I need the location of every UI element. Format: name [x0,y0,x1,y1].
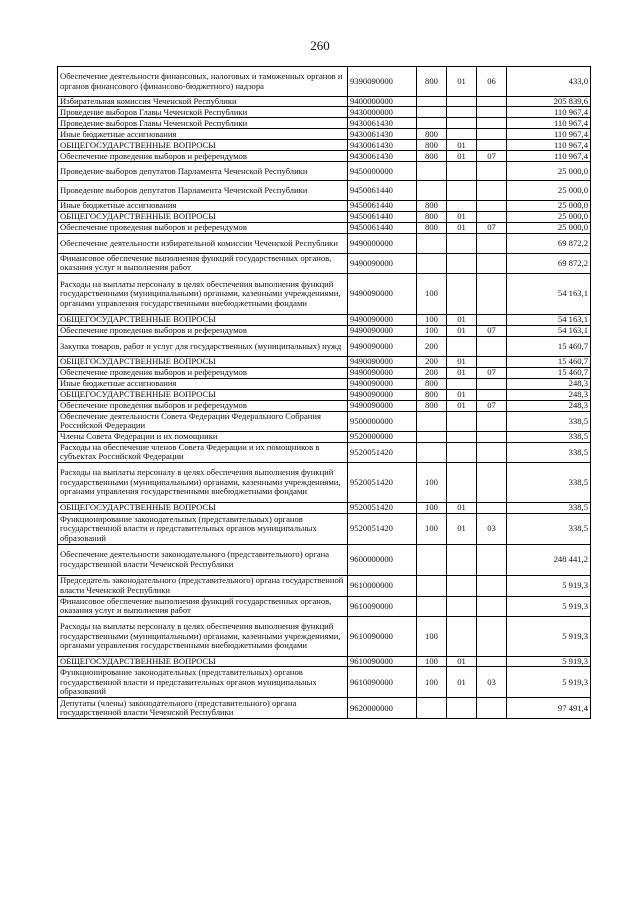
name-cell: Обеспечение деятельности избирательной комиссии Чеченской Республики [58,233,348,253]
subsection-cell [477,129,507,140]
name-cell: Проведение выборов Главы Чеченской Республики [58,107,348,118]
name-cell: Проведение выборов депутатов Парламента Чеченской Республики [58,162,348,181]
section-cell [447,181,477,201]
table-row [58,325,591,336]
section-cell: 01 [447,222,477,233]
code-cell: 9430061430 [348,118,417,129]
section-cell [447,97,477,107]
code-cell: 9490090000 [348,367,417,378]
code-cell: 9430061430 [348,129,417,140]
section-cell [447,411,477,431]
type-cell [417,253,447,273]
subsection-cell: 07 [477,400,507,411]
name-cell: Расходы на выплаты персоналу в целях обеспечения выполнения функций государственными (муниципальными) органами, казенными учреждениями, органами управления государственными внебюджетными фондами [58,462,348,502]
subsection-cell [477,107,507,118]
section-cell [447,273,477,314]
subsection-cell [477,181,507,201]
subsection-cell [477,378,507,389]
amount-cell: 110 967,4 [507,107,591,118]
type-cell: 100 [417,667,447,698]
amount-cell: 248,3 [507,378,591,389]
name-cell: Иные бюджетные ассигнования [58,378,348,389]
amount-cell: 25 000,0 [507,181,591,201]
name-cell: Председатель законодательного (представительного) органа государственной власти Чеченской Республики [58,575,348,596]
table-row [58,222,591,233]
section-cell [447,575,477,596]
section-cell: 01 [447,400,477,411]
amount-cell: 25 000,0 [507,222,591,233]
code-cell: 9610090000 [348,616,417,656]
amount-cell: 25 000,0 [507,201,591,211]
table-row [58,211,591,222]
code-cell: 9520051420 [348,513,417,544]
subsection-cell: 06 [477,67,507,97]
code-cell: 9490090000 [348,378,417,389]
name-cell: ОБЩЕГОСУДАРСТВЕННЫЕ ВОПРОСЫ [58,389,348,400]
amount-cell: 338,5 [507,431,591,442]
table-row [58,616,591,656]
code-cell: 9430061430 [348,151,417,162]
subsection-cell [477,201,507,211]
amount-cell: 338,5 [507,442,591,462]
section-cell [447,162,477,181]
type-cell [417,107,447,118]
section-cell [447,118,477,129]
subsection-cell [477,616,507,656]
subsection-cell [477,656,507,666]
name-cell: Депутаты (члены) законодательного (представительного) органа государственной власти Чеченской Республики [58,698,348,719]
code-cell: 9520051420 [348,502,417,513]
section-cell [447,129,477,140]
code-cell: 9620000000 [348,698,417,719]
table-row [58,502,591,513]
section-cell: 01 [447,367,477,378]
amount-cell: 25 000,0 [507,162,591,181]
code-cell: 9490090000 [348,356,417,367]
subsection-cell [477,411,507,431]
type-cell [417,118,447,129]
type-cell: 800 [417,389,447,400]
type-cell [417,233,447,253]
name-cell: ОБЩЕГОСУДАРСТВЕННЫЕ ВОПРОСЫ [58,314,348,325]
table-row [58,129,591,140]
table-row [58,336,591,356]
name-cell: Обеспечение деятельности Совета Федерации Федерального Собрания Российской Федерации [58,411,348,431]
code-cell: 9520051420 [348,462,417,502]
subsection-cell [477,233,507,253]
name-cell: ОБЩЕГОСУДАРСТВЕННЫЕ ВОПРОСЫ [58,211,348,222]
amount-cell: 248 441,2 [507,544,591,575]
type-cell: 100 [417,325,447,336]
type-cell: 100 [417,616,447,656]
amount-cell: 5 919,3 [507,575,591,596]
section-cell [447,698,477,719]
code-cell: 9490090000 [348,314,417,325]
code-cell: 9450061440 [348,181,417,201]
subsection-cell [477,140,507,151]
amount-cell: 110 967,4 [507,118,591,129]
amount-cell: 110 967,4 [507,129,591,140]
table-row [58,118,591,129]
type-cell: 800 [417,222,447,233]
code-cell: 9490090000 [348,400,417,411]
subsection-cell: 07 [477,325,507,336]
subsection-cell [477,253,507,273]
table-row [58,151,591,162]
amount-cell: 54 163,1 [507,325,591,336]
section-cell: 01 [447,513,477,544]
name-cell: Обеспечение проведения выборов и референдумов [58,325,348,336]
name-cell: Обеспечение деятельности законодательного (представительного) органа государственной власти Чеченской Республики [58,544,348,575]
table-row [58,233,591,253]
amount-cell: 338,5 [507,411,591,431]
table-row [58,389,591,400]
amount-cell: 5 919,3 [507,616,591,656]
table-row [58,378,591,389]
subsection-cell [477,698,507,719]
section-cell: 01 [447,389,477,400]
type-cell: 800 [417,400,447,411]
subsection-cell [477,431,507,442]
table-row [58,201,591,211]
amount-cell: 54 163,1 [507,314,591,325]
type-cell: 100 [417,273,447,314]
section-cell: 01 [447,211,477,222]
section-cell [447,378,477,389]
section-cell: 01 [447,656,477,666]
subsection-cell [477,336,507,356]
type-cell: 800 [417,378,447,389]
type-cell: 100 [417,502,447,513]
code-cell: 9490090000 [348,336,417,356]
table-row [58,107,591,118]
name-cell: Обеспечение проведения выборов и референдумов [58,367,348,378]
name-cell: ОБЩЕГОСУДАРСТВЕННЫЕ ВОПРОСЫ [58,502,348,513]
subsection-cell: 03 [477,667,507,698]
subsection-cell [477,273,507,314]
type-cell [417,411,447,431]
section-cell [447,253,477,273]
table-row [58,656,591,666]
table-row [58,273,591,314]
name-cell: Иные бюджетные ассигнования [58,129,348,140]
section-cell: 01 [447,151,477,162]
table-row [58,253,591,273]
type-cell: 800 [417,211,447,222]
name-cell: ОБЩЕГОСУДАРСТВЕННЫЕ ВОПРОСЫ [58,356,348,367]
code-cell: 9610090000 [348,667,417,698]
code-cell: 9610000000 [348,575,417,596]
section-cell [447,596,477,616]
section-cell [447,442,477,462]
type-cell [417,698,447,719]
subsection-cell [477,211,507,222]
amount-cell: 54 163,1 [507,273,591,314]
table-row [58,181,591,201]
subsection-cell [477,544,507,575]
amount-cell: 5 919,3 [507,656,591,666]
table-row [58,575,591,596]
type-cell [417,442,447,462]
name-cell: Проведение выборов депутатов Парламента Чеченской Республики [58,181,348,201]
table-row [58,544,591,575]
type-cell [417,431,447,442]
code-cell: 9500000000 [348,411,417,431]
type-cell: 800 [417,151,447,162]
type-cell: 800 [417,67,447,97]
amount-cell: 338,5 [507,502,591,513]
code-cell: 9520051420 [348,442,417,462]
section-cell [447,107,477,118]
type-cell: 800 [417,129,447,140]
subsection-cell [477,314,507,325]
name-cell: ОБЩЕГОСУДАРСТВЕННЫЕ ВОПРОСЫ [58,140,348,151]
table-row [58,513,591,544]
name-cell: Проведение выборов Главы Чеченской Республики [58,118,348,129]
budget-table-body [58,67,591,719]
name-cell: Члены Совета Федерации и их помощники [58,431,348,442]
type-cell: 200 [417,336,447,356]
table-row [58,442,591,462]
section-cell [447,233,477,253]
amount-cell: 248,3 [507,389,591,400]
table-row [58,140,591,151]
type-cell: 100 [417,513,447,544]
amount-cell: 338,5 [507,462,591,502]
amount-cell: 15 460,7 [507,356,591,367]
table-row [58,596,591,616]
name-cell: Закупка товаров, работ и услуг для государственных (муниципальных) нужд [58,336,348,356]
amount-cell: 248,3 [507,400,591,411]
subsection-cell [477,118,507,129]
code-cell: 9450061440 [348,201,417,211]
subsection-cell [477,162,507,181]
code-cell: 9490090000 [348,389,417,400]
code-cell: 9490090000 [348,325,417,336]
subsection-cell [477,356,507,367]
code-cell: 9610090000 [348,656,417,666]
subsection-cell [477,462,507,502]
name-cell: Иные бюджетные ассигнования [58,201,348,211]
name-cell: Обеспечение проведения выборов и референдумов [58,222,348,233]
code-cell: 9490090000 [348,253,417,273]
code-cell: 9490000000 [348,233,417,253]
type-cell: 100 [417,462,447,502]
section-cell [447,431,477,442]
code-cell: 9450061440 [348,222,417,233]
table-row [58,698,591,719]
subsection-cell: 07 [477,151,507,162]
amount-cell: 5 919,3 [507,596,591,616]
code-cell: 9490090000 [348,273,417,314]
section-cell: 01 [447,325,477,336]
code-cell: 9610090000 [348,596,417,616]
type-cell: 800 [417,201,447,211]
type-cell [417,97,447,107]
name-cell: Избирательная комиссия Чеченской Республики [58,97,348,107]
amount-cell: 110 967,4 [507,140,591,151]
amount-cell: 433,0 [507,67,591,97]
code-cell: 9600000000 [348,544,417,575]
name-cell: Расходы на выплаты персоналу в целях обеспечения выполнения функций государственными (муниципальными) органами, казенными учреждениями, органами управления государственными внебюджетными фондами [58,273,348,314]
table-row [58,162,591,181]
section-cell [447,616,477,656]
name-cell: Финансовое обеспечение выполнения функций государственных органов, оказания услуг и выполнения работ [58,596,348,616]
section-cell: 01 [447,502,477,513]
amount-cell: 69 872,2 [507,233,591,253]
name-cell: ОБЩЕГОСУДАРСТВЕННЫЕ ВОПРОСЫ [58,656,348,666]
section-cell: 01 [447,667,477,698]
name-cell: Расходы на выплаты персоналу в целях обеспечения выполнения функций государственными (муниципальными) органами, казенными учреждениями, органами управления государственными внебюджетными фондами [58,616,348,656]
name-cell: Финансовое обеспечение выполнения функций государственных органов, оказания услуг и выполнения работ [58,253,348,273]
type-cell: 200 [417,356,447,367]
table-row [58,367,591,378]
type-cell [417,596,447,616]
amount-cell: 15 460,7 [507,367,591,378]
page-number: 260 [310,38,330,53]
amount-cell: 25 000,0 [507,211,591,222]
section-cell: 01 [447,314,477,325]
table-row [58,411,591,431]
code-cell: 9450000000 [348,162,417,181]
budget-table [57,66,591,719]
code-cell: 9520000000 [348,431,417,442]
table-row [58,462,591,502]
section-cell [447,544,477,575]
subsection-cell [477,596,507,616]
section-cell [447,201,477,211]
type-cell [417,544,447,575]
section-cell: 01 [447,67,477,97]
subsection-cell [477,575,507,596]
name-cell: Обеспечение деятельности финансовых, налоговых и таможенных органов и органов финансового (финансово-бюджетного) надзора [58,67,348,97]
code-cell: 9390090000 [348,67,417,97]
type-cell: 100 [417,656,447,666]
type-cell: 800 [417,140,447,151]
subsection-cell: 07 [477,222,507,233]
type-cell [417,181,447,201]
subsection-cell [477,502,507,513]
amount-cell: 205 839,6 [507,97,591,107]
name-cell: Расходы на обеспечение членов Совета Федерации и их помощников в субъектах Российской Федерации [58,442,348,462]
section-cell: 01 [447,356,477,367]
table-row [58,356,591,367]
subsection-cell [477,442,507,462]
type-cell: 100 [417,314,447,325]
amount-cell: 338,5 [507,513,591,544]
subsection-cell [477,97,507,107]
amount-cell: 110 967,4 [507,151,591,162]
code-cell: 9450061440 [348,211,417,222]
section-cell [447,336,477,356]
amount-cell: 15 460,7 [507,336,591,356]
subsection-cell: 07 [477,367,507,378]
table-row [58,67,591,97]
code-cell: 9430000000 [348,107,417,118]
code-cell: 9430061430 [348,140,417,151]
name-cell: Функционирование законодательных (представительных) органов государственной власти и представительных органов муниципальных образований [58,667,348,698]
type-cell [417,162,447,181]
table-row [58,314,591,325]
subsection-cell: 03 [477,513,507,544]
section-cell: 01 [447,140,477,151]
table-row [58,667,591,698]
section-cell [447,462,477,502]
table-row [58,400,591,411]
name-cell: Обеспечение проведения выборов и референдумов [58,400,348,411]
type-cell [417,575,447,596]
amount-cell: 5 919,3 [507,667,591,698]
name-cell: Обеспечение проведения выборов и референдумов [58,151,348,162]
amount-cell: 69 872,2 [507,253,591,273]
name-cell: Функционирование законодательных (представительных) органов государственной власти и представительных органов муниципальных образований [58,513,348,544]
subsection-cell [477,389,507,400]
table-row [58,97,591,107]
amount-cell: 97 491,4 [507,698,591,719]
type-cell: 200 [417,367,447,378]
code-cell: 9400000000 [348,97,417,107]
table-row [58,431,591,442]
